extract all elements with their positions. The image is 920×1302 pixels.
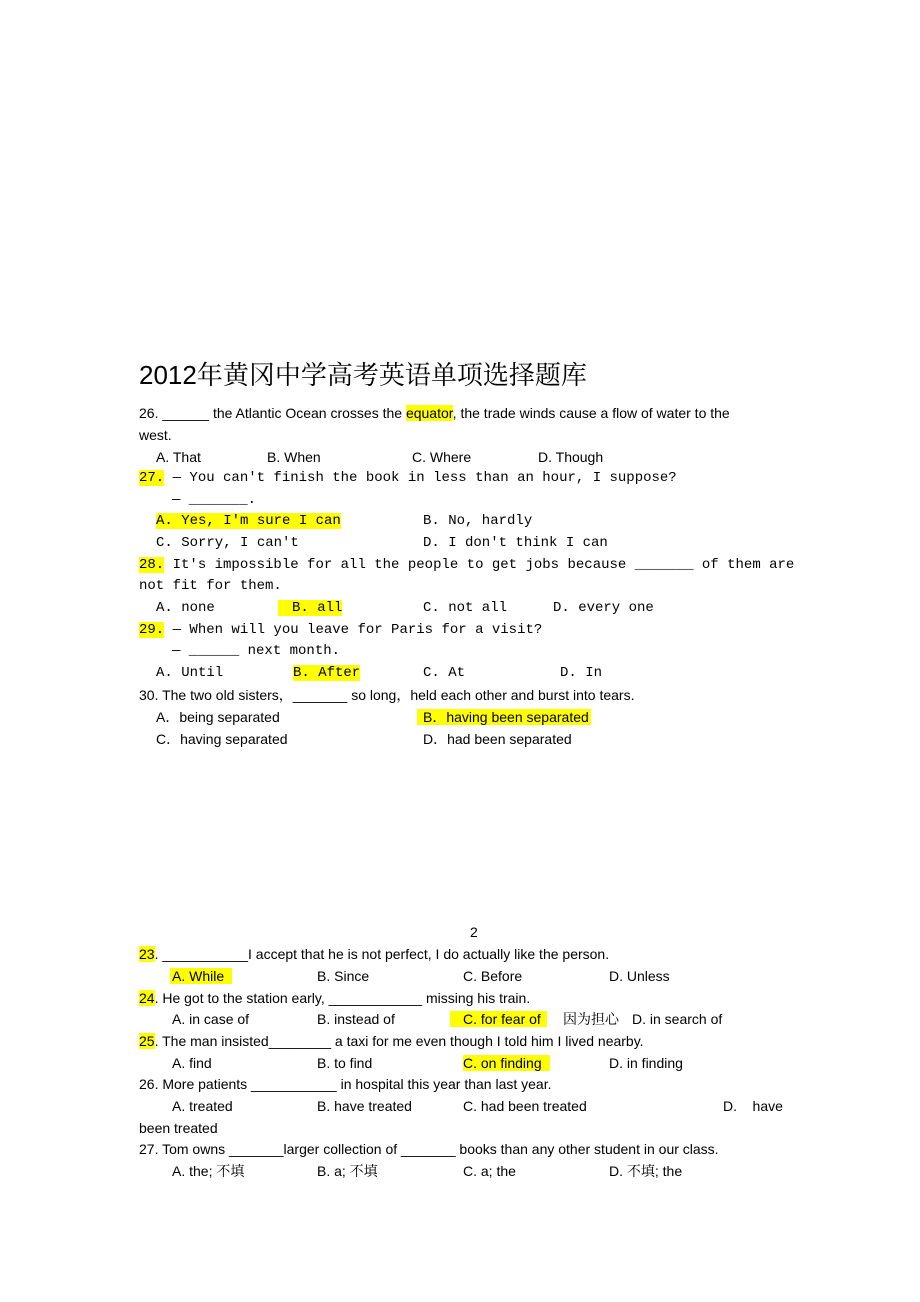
q27b-option-a: A. the; 不填 xyxy=(172,1163,245,1179)
q29-number: 29. xyxy=(139,622,165,638)
q24-option-d: D. in search of xyxy=(632,1011,723,1027)
question-27: 27. — You can't finish the book in less than an hour, I suppose? xyxy=(139,470,677,486)
q27b-option-c: C. a; the xyxy=(463,1163,516,1179)
q29-answer-line: — ______ next month. xyxy=(172,643,341,659)
q26-option-a: A. That xyxy=(156,449,201,465)
q30-option-b: B．having been separated xyxy=(417,708,591,726)
q27-option-d: D. I don't think I can xyxy=(423,535,608,551)
q23-option-d: D. Unless xyxy=(609,968,670,984)
question-29: 29. — When will you leave for Paris for a visit? xyxy=(139,622,543,638)
q25-option-c: C. on finding xyxy=(463,1054,550,1072)
q29-option-a: A. Until xyxy=(156,665,224,681)
q23-option-b: B. Since xyxy=(317,968,370,984)
q24-option-c: C. for fear of xyxy=(450,1010,547,1028)
question-28: 28. It's impossible for all the people to get jobs because _______ of them are xyxy=(139,557,795,573)
question-27b: 27. Tom owns _______larger collection of _______ books than any other student in our class. xyxy=(139,1141,719,1157)
q25-option-b: B. to find xyxy=(317,1055,373,1071)
q28-option-d: D. every one xyxy=(553,600,654,616)
q24-option-a: A. in case of xyxy=(172,1011,250,1027)
q27-option-b: B. No, hardly xyxy=(423,513,533,529)
q27b-option-b: B. a; 不填 xyxy=(317,1163,378,1179)
q26b-option-a: A. treated xyxy=(172,1098,233,1114)
question-26b: 26. More patients ___________ in hospital this year than last year. xyxy=(139,1076,552,1092)
q26-option-d: D. Though xyxy=(538,449,604,465)
page-number: 2 xyxy=(470,924,478,940)
q29-option-d: D. In xyxy=(560,665,603,681)
q25-option-a: A. find xyxy=(172,1055,212,1071)
q26b-option-c: C. had been treated xyxy=(463,1098,587,1114)
question-26b-line2: been treated xyxy=(139,1120,218,1136)
highlight-equator: equator xyxy=(405,405,453,421)
q27-number: 27. xyxy=(139,470,165,486)
q23-option-a: A. While xyxy=(170,967,232,985)
question-26: 26. ______ the Atlantic Ocean crosses the equator, the trade winds cause a flow of water to the xyxy=(139,405,730,421)
q27-option-a: A. Yes, I'm sure I can xyxy=(156,513,341,529)
q24-number: 24 xyxy=(139,990,155,1006)
question-26-line2: west. xyxy=(139,427,172,443)
question-23: 23. ___________I accept that he is not perfect, I do actually like the person. xyxy=(139,946,610,962)
q30-option-c: C．having separated xyxy=(156,731,288,747)
q29-option-b: B. After xyxy=(293,665,361,681)
question-28-line2: not fit for them. xyxy=(139,578,282,594)
q28-option-a: A. none xyxy=(156,600,215,616)
q27-answer-line: — _______. xyxy=(172,492,257,508)
q27-option-c: C. Sorry, I can't xyxy=(156,535,299,551)
q26b-option-b: B. have treated xyxy=(317,1098,412,1114)
q30-option-a: A．being separated xyxy=(156,709,280,725)
q26-option-c: C. Where xyxy=(412,449,472,465)
question-25: 25. The man insisted________ a taxi for me even though I told him I lived nearby. xyxy=(139,1033,644,1049)
q24-option-b: B. instead of xyxy=(317,1011,395,1027)
q29-option-c: C. At xyxy=(423,665,466,681)
question-30: 30. The two old sisters，_______ so long，held each other and burst into tears. xyxy=(139,687,635,703)
q27b-option-d: D. 不填; the xyxy=(609,1163,683,1179)
q28-option-b: B. all xyxy=(278,599,342,617)
q23-option-c: C. Before xyxy=(463,968,523,984)
q25-option-d: D. in finding xyxy=(609,1055,683,1071)
q30-option-d: D．had been separated xyxy=(423,731,572,747)
page-title: 2012年黄冈中学高考英语单项选择题库 xyxy=(139,360,587,390)
question-24: 24. He got to the station early, ____________ missing his train. xyxy=(139,990,531,1006)
q26-option-b: B. When xyxy=(267,449,321,465)
q28-number: 28. xyxy=(139,557,165,573)
q24-chinese-note: 因为担心 xyxy=(563,1011,619,1027)
q25-number: 25 xyxy=(139,1033,155,1049)
q23-number: 23 xyxy=(139,946,155,962)
q28-option-c: C. not all xyxy=(423,600,508,616)
q26b-option-d: D. have xyxy=(723,1098,783,1114)
